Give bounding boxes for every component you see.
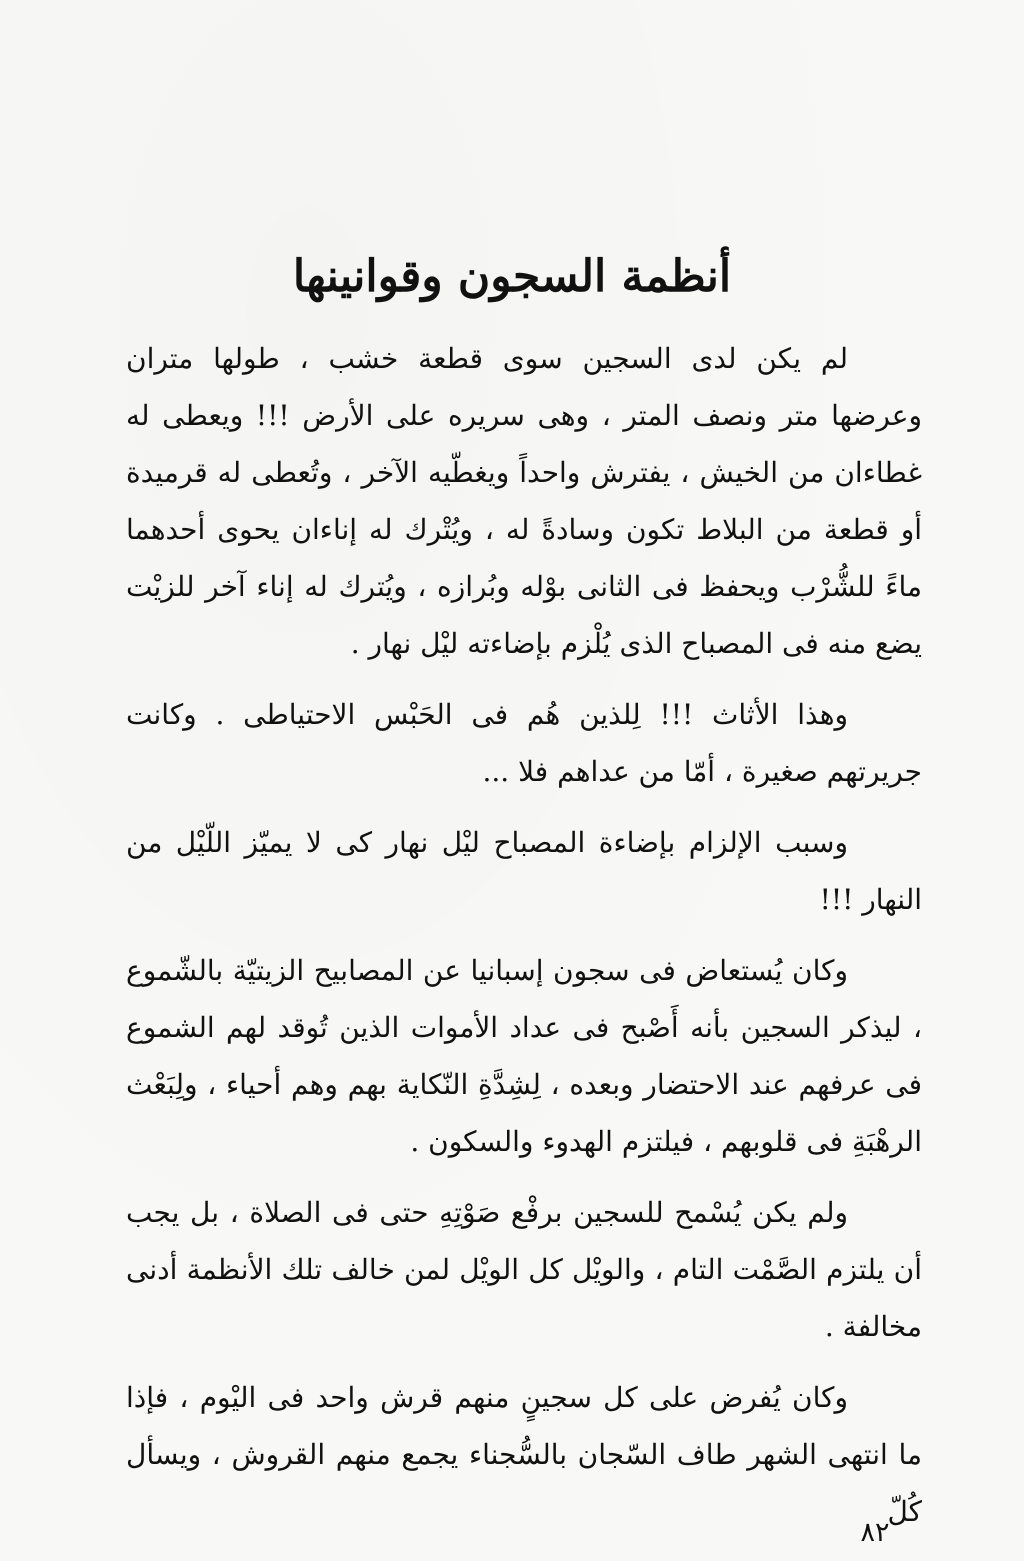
paragraph: وسبب الإلزام بإضاءة المصباح ليْل نهار كى لا يميّز اللّيْل من النهار !!! bbox=[126, 826, 922, 916]
page-number: ٨٢ bbox=[860, 1517, 890, 1548]
chapter-title: أنظمة السجون وقوانينها bbox=[292, 251, 732, 303]
paragraph: لم يكن لدى السجين سوى قطعة خشب ، طولها متران وعرضها متر ونصف المتر ، وهى سريره على الأرض !!! ويعطى له غطاءان من الخيش ، يفترش واحداً ويغطّيه الآخر ، وتُعطى له قرميدة أو قطعة من البلاط تكون وسادةً له ، ويُتْرك له إناءان يحوى أحدهما ماءً للشُّرْب ويحفظ فى الثانى بوْله وبُرازه ، ويُترك له إناء آخر للزيْت يضع منه فى المصباح الذى يُلْزم بإضاءته ليْل نهار . bbox=[126, 342, 922, 660]
paragraph: ولم يكن يُسْمح للسجين برفْع صَوْتِهِ حتى فى الصلاة ، بل يجب أن يلتزم الصَّمْت التام ، والويْل كل الويْل لمن خالف تلك الأنظمة أدنى مخالفة . bbox=[126, 1196, 922, 1343]
paragraph: وكان يُستعاض فى سجون إسبانيا عن المصابيح الزيتيّة بالشّموع ، ليذكر السجين بأنه أَصْبح فى عداد الأموات الذين تُوقد لهم الشموع فى عرفهم عند الاحتضار وبعده ، لِشِدَّةِ النّكاية بهم وهم أحياء ، ولِبَعْث الرهْبَةِ فى قلوبهم ، فيلتزم الهدوء والسكون . bbox=[126, 954, 922, 1158]
paragraph: وهذا الأثاث !!! لِلذين هُم فى الحَبْس الاحتياطى . وكانت جريرتهم صغيرة ، أمّا من عداهم فلا ... bbox=[126, 698, 922, 788]
paragraph: وكان يُفرض على كل سجينٍ منهم قرش واحد فى اليْوم ، فإذا ما انتهى الشهر طاف السّجان بالسُّجناء يجمع منهم القروش ، ويسأل كُلّ bbox=[126, 1381, 922, 1528]
body-text bbox=[126, 330, 922, 1540]
